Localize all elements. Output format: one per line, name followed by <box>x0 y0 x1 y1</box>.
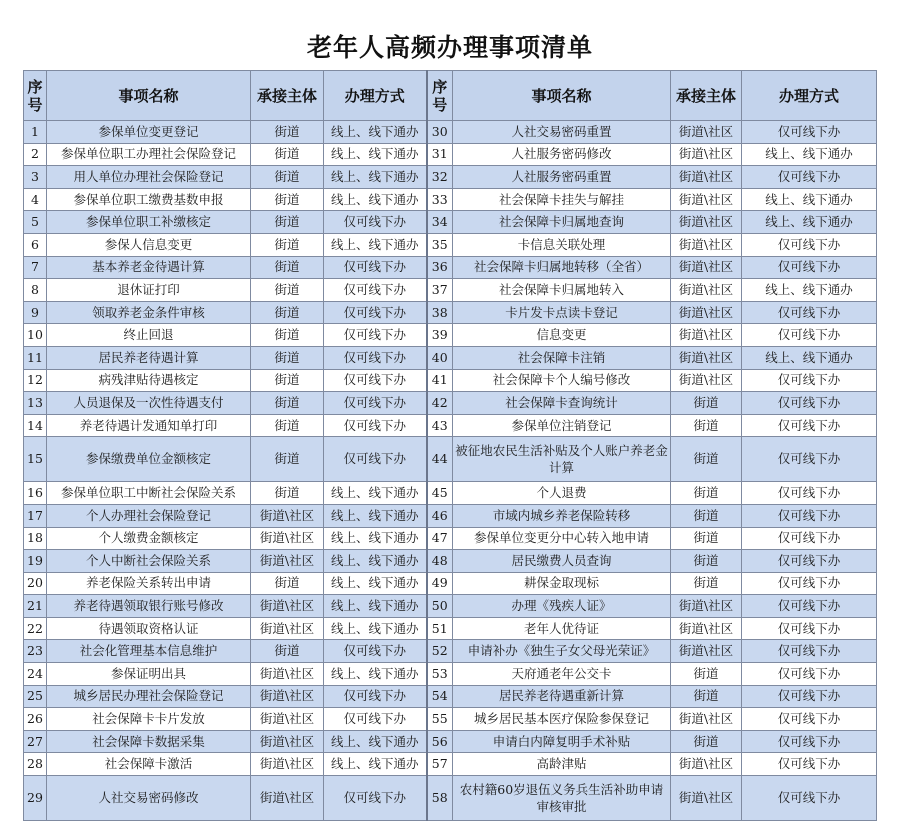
cell-item-name: 市域内城乡养老保险转移 <box>453 504 671 527</box>
cell-item-name: 人员退保及一次性待遇支付 <box>47 392 251 415</box>
cell-item-name: 领取养老金条件审核 <box>47 301 251 324</box>
cell-subject: 街道\社区 <box>671 324 742 347</box>
cell-seq: 45 <box>427 482 453 505</box>
table-row <box>24 166 877 189</box>
cell-subject: 街道\社区 <box>671 708 742 731</box>
cell-subject: 街道\社区 <box>251 617 324 640</box>
header-name: 事项名称 <box>47 71 251 121</box>
cell-subject: 街道 <box>251 392 324 415</box>
service-table <box>23 70 877 821</box>
cell-method: 仅可线下办 <box>742 572 877 595</box>
cell-item-name: 社会保障卡归属地转移（全省） <box>453 256 671 279</box>
cell-method: 仅可线下办 <box>742 753 877 776</box>
cell-seq: 8 <box>24 279 47 302</box>
cell-subject: 街道\社区 <box>671 776 742 821</box>
cell-item-name: 参保单位职工补缴核定 <box>47 211 251 234</box>
cell-method: 仅可线下办 <box>742 527 877 550</box>
cell-item-name: 社会保障卡归属地转入 <box>453 279 671 302</box>
table-row <box>24 730 877 753</box>
cell-method: 线上、线下通办 <box>324 121 427 144</box>
cell-method: 线上、线下通办 <box>324 663 427 686</box>
cell-subject: 街道 <box>671 550 742 573</box>
table-row <box>24 663 877 686</box>
cell-item-name: 老年人优待证 <box>453 617 671 640</box>
cell-subject: 街道\社区 <box>251 708 324 731</box>
cell-method: 仅可线下办 <box>742 121 877 144</box>
cell-subject: 街道\社区 <box>671 595 742 618</box>
cell-subject: 街道 <box>251 369 324 392</box>
cell-subject: 街道\社区 <box>251 663 324 686</box>
cell-item-name: 个人退费 <box>453 482 671 505</box>
cell-item-name: 申请补办《独生子女父母光荣证》 <box>453 640 671 663</box>
cell-subject: 街道 <box>251 437 324 482</box>
cell-method: 仅可线下办 <box>742 663 877 686</box>
cell-method: 线上、线下通办 <box>324 527 427 550</box>
cell-item-name: 居民养老待遇计算 <box>47 346 251 369</box>
page-title: 老年人高频办理事项清单 <box>306 33 593 62</box>
header-subject: 承接主体 <box>251 71 324 121</box>
table-row <box>24 369 877 392</box>
cell-seq: 18 <box>24 527 47 550</box>
cell-seq: 13 <box>24 392 47 415</box>
cell-item-name: 耕保金取现标 <box>453 572 671 595</box>
cell-subject: 街道 <box>671 730 742 753</box>
cell-subject: 街道\社区 <box>671 233 742 256</box>
cell-subject: 街道 <box>671 437 742 482</box>
cell-method: 仅可线下办 <box>324 437 427 482</box>
cell-item-name: 社会保障卡查询统计 <box>453 392 671 415</box>
cell-seq: 55 <box>427 708 453 731</box>
cell-method: 仅可线下办 <box>742 324 877 347</box>
cell-seq: 46 <box>427 504 453 527</box>
cell-item-name: 参保单位变更登记 <box>47 121 251 144</box>
cell-subject: 街道\社区 <box>671 369 742 392</box>
cell-seq: 1 <box>24 121 47 144</box>
cell-seq: 19 <box>24 550 47 573</box>
cell-item-name: 人社交易密码修改 <box>47 776 251 821</box>
cell-item-name: 农村籍60岁退伍义务兵生活补助申请审核审批 <box>453 776 671 821</box>
cell-subject: 街道 <box>671 414 742 437</box>
cell-method: 仅可线下办 <box>324 346 427 369</box>
cell-method: 仅可线下办 <box>324 685 427 708</box>
cell-subject: 街道 <box>251 211 324 234</box>
cell-item-name: 高龄津贴 <box>453 753 671 776</box>
cell-subject: 街道 <box>251 640 324 663</box>
table-row <box>24 753 877 776</box>
table-row <box>24 301 877 324</box>
cell-subject: 街道\社区 <box>671 301 742 324</box>
cell-seq: 4 <box>24 188 47 211</box>
header-seq: 序号 <box>427 71 453 121</box>
header-method: 办理方式 <box>742 71 877 121</box>
cell-seq: 28 <box>24 753 47 776</box>
cell-seq: 44 <box>427 437 453 482</box>
cell-method: 仅可线下办 <box>742 392 877 415</box>
cell-method: 线上、线下通办 <box>324 572 427 595</box>
cell-method: 仅可线下办 <box>742 617 877 640</box>
cell-subject: 街道\社区 <box>251 730 324 753</box>
cell-item-name: 社会保障卡数据采集 <box>47 730 251 753</box>
cell-subject: 街道 <box>671 392 742 415</box>
cell-method: 线上、线下通办 <box>324 730 427 753</box>
cell-seq: 26 <box>24 708 47 731</box>
cell-seq: 38 <box>427 301 453 324</box>
cell-item-name: 参保单位注销登记 <box>453 414 671 437</box>
cell-seq: 16 <box>24 482 47 505</box>
cell-seq: 32 <box>427 166 453 189</box>
cell-method: 仅可线下办 <box>324 776 427 821</box>
cell-seq: 20 <box>24 572 47 595</box>
table-row <box>24 324 877 347</box>
cell-item-name: 居民缴费人员查询 <box>453 550 671 573</box>
cell-subject: 街道\社区 <box>671 346 742 369</box>
cell-method: 仅可线下办 <box>742 504 877 527</box>
cell-item-name: 参保单位职工中断社会保险关系 <box>47 482 251 505</box>
table-row <box>24 392 877 415</box>
cell-item-name: 社会保障卡归属地查询 <box>453 211 671 234</box>
cell-method: 仅可线下办 <box>742 595 877 618</box>
cell-seq: 25 <box>24 685 47 708</box>
table-row <box>24 617 877 640</box>
cell-method: 仅可线下办 <box>742 437 877 482</box>
cell-seq: 15 <box>24 437 47 482</box>
table-row <box>24 776 877 821</box>
cell-item-name: 参保证明出具 <box>47 663 251 686</box>
cell-item-name: 卡片发卡点读卡登记 <box>453 301 671 324</box>
cell-item-name: 基本养老金待遇计算 <box>47 256 251 279</box>
cell-subject: 街道 <box>671 504 742 527</box>
cell-seq: 37 <box>427 279 453 302</box>
cell-seq: 3 <box>24 166 47 189</box>
cell-item-name: 养老保险关系转出申请 <box>47 572 251 595</box>
cell-subject: 街道\社区 <box>251 504 324 527</box>
cell-seq: 9 <box>24 301 47 324</box>
cell-item-name: 信息变更 <box>453 324 671 347</box>
cell-subject: 街道 <box>251 143 324 166</box>
cell-method: 仅可线下办 <box>742 369 877 392</box>
cell-method: 仅可线下办 <box>324 414 427 437</box>
cell-item-name: 个人中断社会保险关系 <box>47 550 251 573</box>
cell-subject: 街道\社区 <box>251 595 324 618</box>
cell-item-name: 天府通老年公交卡 <box>453 663 671 686</box>
cell-seq: 17 <box>24 504 47 527</box>
cell-subject: 街道\社区 <box>251 685 324 708</box>
cell-item-name: 社会保障卡挂失与解挂 <box>453 188 671 211</box>
cell-item-name: 城乡居民基本医疗保险参保登记 <box>453 708 671 731</box>
cell-method: 仅可线下办 <box>742 708 877 731</box>
cell-subject: 街道 <box>671 685 742 708</box>
header-name: 事项名称 <box>453 71 671 121</box>
cell-subject: 街道 <box>251 346 324 369</box>
header-row <box>24 71 877 121</box>
cell-seq: 10 <box>24 324 47 347</box>
cell-method: 线上、线下通办 <box>324 233 427 256</box>
cell-seq: 36 <box>427 256 453 279</box>
cell-method: 仅可线下办 <box>324 369 427 392</box>
cell-seq: 23 <box>24 640 47 663</box>
table-row <box>24 685 877 708</box>
cell-method: 仅可线下办 <box>742 730 877 753</box>
cell-item-name: 社会保障卡注销 <box>453 346 671 369</box>
table-row <box>24 572 877 595</box>
cell-item-name: 用人单位办理社会保险登记 <box>47 166 251 189</box>
cell-method: 线上、线下通办 <box>324 550 427 573</box>
cell-method: 仅可线下办 <box>324 256 427 279</box>
cell-subject: 街道\社区 <box>671 617 742 640</box>
cell-item-name: 办理《残疾人证》 <box>453 595 671 618</box>
table-row <box>24 346 877 369</box>
cell-item-name: 退休证打印 <box>47 279 251 302</box>
cell-method: 线上、线下通办 <box>324 504 427 527</box>
table-row <box>24 550 877 573</box>
cell-method: 仅可线下办 <box>742 166 877 189</box>
cell-method: 仅可线下办 <box>742 685 877 708</box>
cell-subject: 街道 <box>671 663 742 686</box>
cell-item-name: 病残津贴待遇核定 <box>47 369 251 392</box>
cell-seq: 12 <box>24 369 47 392</box>
cell-seq: 57 <box>427 753 453 776</box>
cell-item-name: 人社服务密码修改 <box>453 143 671 166</box>
cell-seq: 51 <box>427 617 453 640</box>
cell-method: 线上、线下通办 <box>742 279 877 302</box>
cell-subject: 街道 <box>251 121 324 144</box>
cell-method: 线上、线下通办 <box>742 143 877 166</box>
cell-subject: 街道\社区 <box>671 256 742 279</box>
cell-method: 仅可线下办 <box>742 776 877 821</box>
cell-subject: 街道\社区 <box>251 527 324 550</box>
table-row <box>24 640 877 663</box>
cell-method: 线上、线下通办 <box>324 143 427 166</box>
cell-subject: 街道 <box>671 482 742 505</box>
cell-method: 仅可线下办 <box>324 392 427 415</box>
cell-item-name: 个人缴费金额核定 <box>47 527 251 550</box>
cell-item-name: 卡信息关联处理 <box>453 233 671 256</box>
cell-method: 线上、线下通办 <box>324 595 427 618</box>
cell-seq: 31 <box>427 143 453 166</box>
table-row <box>24 121 877 144</box>
cell-item-name: 参保单位职工缴费基数申报 <box>47 188 251 211</box>
table-row <box>24 188 877 211</box>
cell-seq: 54 <box>427 685 453 708</box>
cell-item-name: 申请白内障复明手术补贴 <box>453 730 671 753</box>
cell-method: 仅可线下办 <box>742 301 877 324</box>
cell-item-name: 参保缴费单位金额核定 <box>47 437 251 482</box>
cell-method: 线上、线下通办 <box>324 188 427 211</box>
table-row <box>24 437 877 482</box>
table-row <box>24 256 877 279</box>
cell-seq: 11 <box>24 346 47 369</box>
cell-subject: 街道 <box>251 572 324 595</box>
cell-seq: 43 <box>427 414 453 437</box>
cell-subject: 街道\社区 <box>671 640 742 663</box>
table-row <box>24 211 877 234</box>
table-row <box>24 233 877 256</box>
cell-method: 线上、线下通办 <box>742 188 877 211</box>
cell-subject: 街道 <box>251 233 324 256</box>
cell-seq: 2 <box>24 143 47 166</box>
cell-item-name: 居民养老待遇重新计算 <box>453 685 671 708</box>
cell-seq: 22 <box>24 617 47 640</box>
cell-item-name: 社会保障卡激活 <box>47 753 251 776</box>
cell-subject: 街道 <box>251 482 324 505</box>
cell-item-name: 人社交易密码重置 <box>453 121 671 144</box>
cell-method: 线上、线下通办 <box>324 166 427 189</box>
cell-seq: 47 <box>427 527 453 550</box>
cell-subject: 街道 <box>671 527 742 550</box>
cell-item-name: 养老待遇计发通知单打印 <box>47 414 251 437</box>
table-row <box>24 504 877 527</box>
cell-seq: 27 <box>24 730 47 753</box>
table-row <box>24 482 877 505</box>
cell-subject: 街道\社区 <box>251 753 324 776</box>
cell-method: 仅可线下办 <box>742 256 877 279</box>
table-row <box>24 279 877 302</box>
cell-seq: 56 <box>427 730 453 753</box>
cell-subject: 街道 <box>251 324 324 347</box>
cell-method: 线上、线下通办 <box>324 482 427 505</box>
table-row <box>24 595 877 618</box>
header-subject: 承接主体 <box>671 71 742 121</box>
cell-seq: 7 <box>24 256 47 279</box>
cell-method: 仅可线下办 <box>742 233 877 256</box>
cell-seq: 33 <box>427 188 453 211</box>
cell-method: 仅可线下办 <box>324 640 427 663</box>
cell-method: 仅可线下办 <box>742 550 877 573</box>
cell-method: 仅可线下办 <box>324 324 427 347</box>
cell-item-name: 城乡居民办理社会保险登记 <box>47 685 251 708</box>
cell-seq: 50 <box>427 595 453 618</box>
cell-seq: 30 <box>427 121 453 144</box>
cell-subject: 街道\社区 <box>671 121 742 144</box>
cell-subject: 街道\社区 <box>251 550 324 573</box>
cell-seq: 40 <box>427 346 453 369</box>
cell-seq: 39 <box>427 324 453 347</box>
header-seq: 序号 <box>24 71 47 121</box>
cell-subject: 街道\社区 <box>251 776 324 821</box>
cell-seq: 21 <box>24 595 47 618</box>
cell-subject: 街道 <box>671 572 742 595</box>
cell-item-name: 个人办理社会保险登记 <box>47 504 251 527</box>
cell-subject: 街道 <box>251 279 324 302</box>
cell-subject: 街道 <box>251 256 324 279</box>
cell-method: 线上、线下通办 <box>324 753 427 776</box>
cell-seq: 49 <box>427 572 453 595</box>
cell-seq: 48 <box>427 550 453 573</box>
cell-subject: 街道 <box>251 414 324 437</box>
cell-seq: 53 <box>427 663 453 686</box>
cell-subject: 街道\社区 <box>671 753 742 776</box>
table-row <box>24 527 877 550</box>
cell-subject: 街道\社区 <box>671 211 742 234</box>
cell-item-name: 社会保障卡个人编号修改 <box>453 369 671 392</box>
cell-method: 仅可线下办 <box>324 301 427 324</box>
cell-subject: 街道 <box>251 166 324 189</box>
table-row <box>24 708 877 731</box>
cell-seq: 42 <box>427 392 453 415</box>
cell-method: 仅可线下办 <box>324 279 427 302</box>
cell-seq: 24 <box>24 663 47 686</box>
cell-seq: 34 <box>427 211 453 234</box>
table-row <box>24 143 877 166</box>
cell-subject: 街道\社区 <box>671 279 742 302</box>
cell-seq: 52 <box>427 640 453 663</box>
cell-seq: 14 <box>24 414 47 437</box>
cell-item-name: 被征地农民生活补贴及个人账户养老金计算 <box>453 437 671 482</box>
cell-method: 线上、线下通办 <box>742 211 877 234</box>
cell-seq: 35 <box>427 233 453 256</box>
cell-seq: 6 <box>24 233 47 256</box>
cell-subject: 街道 <box>251 188 324 211</box>
cell-item-name: 人社服务密码重置 <box>453 166 671 189</box>
cell-item-name: 社会化管理基本信息维护 <box>47 640 251 663</box>
cell-seq: 5 <box>24 211 47 234</box>
header-method: 办理方式 <box>324 71 427 121</box>
cell-method: 线上、线下通办 <box>742 346 877 369</box>
cell-item-name: 参保人信息变更 <box>47 233 251 256</box>
cell-subject: 街道\社区 <box>671 166 742 189</box>
table-row <box>24 414 877 437</box>
cell-item-name: 参保单位变更分中心转入地申请 <box>453 527 671 550</box>
cell-subject: 街道\社区 <box>671 188 742 211</box>
cell-method: 仅可线下办 <box>742 482 877 505</box>
cell-seq: 29 <box>24 776 47 821</box>
cell-method: 仅可线下办 <box>324 708 427 731</box>
cell-item-name: 养老待遇领取银行账号修改 <box>47 595 251 618</box>
cell-method: 线上、线下通办 <box>324 617 427 640</box>
cell-item-name: 待遇领取资格认证 <box>47 617 251 640</box>
cell-method: 仅可线下办 <box>742 414 877 437</box>
cell-subject: 街道 <box>251 301 324 324</box>
cell-item-name: 终止回退 <box>47 324 251 347</box>
cell-subject: 街道\社区 <box>671 143 742 166</box>
cell-method: 仅可线下办 <box>742 640 877 663</box>
cell-seq: 58 <box>427 776 453 821</box>
cell-seq: 41 <box>427 369 453 392</box>
cell-item-name: 社会保障卡卡片发放 <box>47 708 251 731</box>
cell-item-name: 参保单位职工办理社会保险登记 <box>47 143 251 166</box>
cell-method: 仅可线下办 <box>324 211 427 234</box>
